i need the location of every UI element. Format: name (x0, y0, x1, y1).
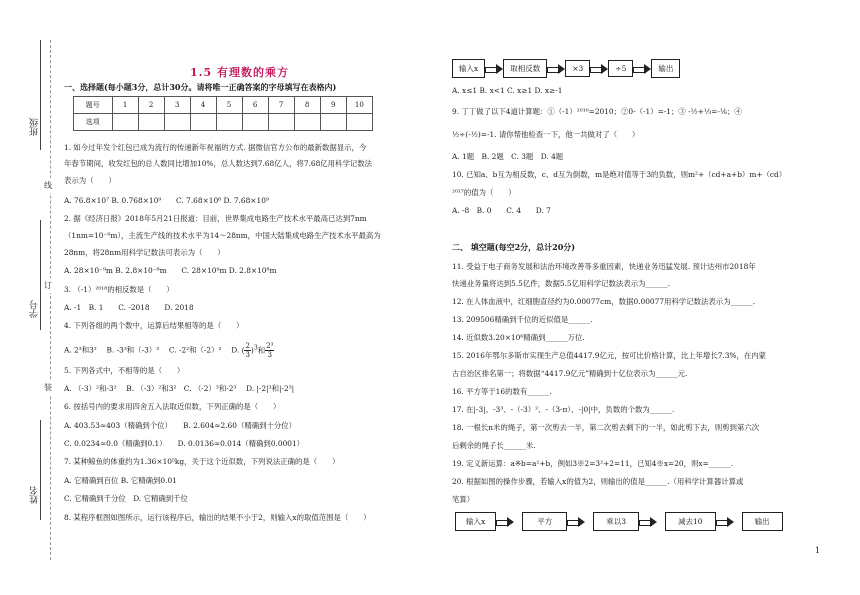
flow-step: ÷5 (608, 60, 633, 77)
arrow-right-icon (633, 64, 651, 74)
section-fill-heading: 二、 填空题(每空2分，总计20分) (452, 242, 576, 252)
fill-line: 12. 在人体血液中，红细胞直径约为0.00077cm，数据0.00077用科学记数法表示为______. (452, 297, 756, 306)
question-line: A. -8 B. 0 C. 4 D. 7 (452, 206, 551, 215)
question-line: C. 它精确到千分位 D. 它精确到千位 (64, 494, 188, 503)
table-row (74, 114, 373, 131)
flowchart-q20 (455, 512, 783, 531)
fraction: $\frac{\text{2³}}{3}$ (266, 342, 274, 359)
q4-options: A. 2³和3² B. -3³和（-3）³ C. -2²和（-2）² D. (64, 345, 242, 355)
flow-step: ×3 (565, 60, 590, 77)
name-label: 姓名 (30, 486, 40, 504)
arrow-right-icon (716, 517, 742, 527)
fraction: $\frac{2}{3}$ (245, 342, 250, 359)
answer-cell[interactable] (138, 114, 164, 131)
page-number: 1 (814, 546, 820, 555)
question-line: A. 403.53≈403（精确到个位） B. 2.604≈2.60（精确到十分位） (64, 421, 297, 430)
flowchart-q8 (452, 59, 680, 78)
answer-cell[interactable] (268, 114, 294, 131)
fill-line: 11. 受益于电子商务发展和法治环境改善等多重因素，快递业务迅猛发展. 预计达州市2018年 (452, 262, 756, 271)
answer-cell[interactable] (294, 114, 320, 131)
fill-line: 15. 2016年鄂尔多斯市实现生产总值4417.9亿元，按可比价格计算，比上年增长7.3%，在内蒙 (452, 351, 767, 360)
fill-line: 13. 209506精确到千位的近似值是______. (452, 315, 593, 324)
arrow-right-icon (639, 517, 665, 527)
bind-char-order: 订 (44, 278, 52, 293)
question-line: A. 它精确到百位 B. 它精确到0.01 (64, 476, 177, 485)
question-line: ½÷(-½)=-1. 请你帮他检查一下，他一共做对了（ ） (452, 130, 640, 139)
question-line: 28nm，将28nm用科学记数法可表示为（ ） (64, 248, 225, 257)
question-line: 表示为（ ） (64, 176, 116, 185)
question-line: 1. 如今过年发个红包已成为流行的传递新年祝福的方式. 据微信官方公布的最新数据显示，今 (64, 143, 367, 152)
table-cell: 3 (164, 97, 190, 114)
flow-step: 取相反数 (503, 59, 547, 78)
table-head-option: 选项 (74, 114, 113, 131)
flow-step: 减去10 (665, 512, 716, 531)
class-underline (40, 40, 41, 150)
answer-cell[interactable] (346, 114, 372, 131)
fill-line: 14. 近似数3.20×10⁶精确到______万位. (452, 333, 585, 342)
question-line: A. -1 B. 1 C. -2018 D. 2018 (64, 303, 194, 312)
number-label: 学号 (30, 300, 40, 318)
arrow-right-icon (496, 517, 522, 527)
question-line: 6. 按括号内的要求用四舍五入法取近似数，下列正确的是（ ） (64, 402, 281, 411)
table-cell: 10 (346, 97, 372, 114)
fill-line: 16. 平方等于16的数有______. (452, 387, 552, 396)
fill-line: 古自治区排名第一；将数据“4417.9亿元”精确到十亿位表示为______元. (452, 369, 688, 378)
flow-step: 平方 (522, 512, 567, 531)
question-line: A. （-3）²和-3² B. （-3）²和3² C. （-2）³和-2³ D. |-2|³和|-2³| (64, 384, 295, 393)
answer-cell[interactable] (216, 114, 242, 131)
table-cell: 8 (294, 97, 320, 114)
answer-table (73, 96, 373, 131)
question-line: （1nm=10⁻⁹m），主流生产线的技术水平为14～28nm，中国大陆集成电路生产技术水平最高为 (64, 231, 381, 240)
table-cell: 6 (242, 97, 268, 114)
fill-line: 快递业务量将达到5.5亿件，数据5.5亿用科学记数法表示为______. (452, 279, 671, 288)
section-choice-heading: 一、选择题(每小题3分，总计30分。请将唯一正确答案的字母填写在表格内) (64, 82, 337, 92)
fill-line: 后剩余的绳子长______米. (452, 441, 536, 450)
fill-line: 18. 一根长n米的绳子，第一次剪去一半，第二次剪去剩下的一半，如此剪下去，则剪到第六次 (452, 423, 760, 432)
flow-step: 输入x (452, 59, 485, 78)
question-line: 2. 据《经济日报》2018年5月21日报道：目前，世界集成电路生产技术水平最高已达到7nm (64, 214, 367, 223)
question-line: 4. 下列各组的两个数中，运算后结果相等的是（ ） (64, 321, 244, 330)
table-cell: 1 (112, 97, 138, 114)
question-line: 8. 某程序框图如图所示，运行该程序后，输出的结果不小于2，则输入x的取值范围是（ ） (64, 513, 371, 522)
table-cell: 5 (216, 97, 242, 114)
question-line (64, 342, 274, 359)
question-line: 9. 丁丁做了以下4道计算题：①（-1）²⁰¹⁰=2010；②0-（-1）=-1；③ -½+⅓=-⅙；④ (452, 107, 742, 116)
answer-cell[interactable] (242, 114, 268, 131)
arrow-right-icon (567, 517, 593, 527)
table-row (74, 97, 373, 114)
question-line: 10. 已知a、b互为相反数，c、d互为倒数，m是绝对值等于3的负数，则m²+（cd+a+b）m+（cd） (452, 170, 787, 179)
arrow-right-icon (485, 64, 503, 74)
binding-margin (0, 0, 60, 595)
flow-step: 输入x (455, 512, 496, 531)
page-title: 1.5 有理数的乘方 (190, 66, 289, 79)
fill-line: 20. 根据如图的操作步骤，若输入x的值为2，则输出的值是______.（用科学计算器计算或 (452, 477, 744, 486)
question-line: 7. 某种鲸鱼的体重约为1.36×10⁵kg，关于这个近似数，下列说法正确的是（ ） (64, 457, 340, 466)
arrow-right-icon (547, 64, 565, 74)
fill-line: 19. 定义新运算：a※b=a²+b，例如3※2=3²+2=11，已知4※x=20，则x=______. (452, 459, 734, 468)
name-underline (40, 420, 41, 520)
question-line: ²⁰¹⁷的值为（ ） (452, 188, 516, 197)
answer-cell[interactable] (112, 114, 138, 131)
bind-char-line: 线 (44, 178, 52, 193)
table-cell: 2 (138, 97, 164, 114)
flow-step: 输出 (651, 59, 680, 78)
number-underline (40, 220, 41, 330)
fill-line: 笔算） (452, 495, 475, 504)
answer-cell[interactable] (164, 114, 190, 131)
table-cell: 9 (320, 97, 346, 114)
question-line: 3. （-1）²⁰¹⁸的相反数是（ ） (64, 285, 174, 294)
flow-step: 输出 (742, 512, 783, 531)
table-head-number: 题号 (74, 97, 113, 114)
arrow-right-icon (590, 64, 608, 74)
question-line: A. 1题 B. 2题 C. 3题 D. 4题 (452, 152, 564, 161)
binding-dashed-line (50, 40, 51, 560)
answer-cell[interactable] (320, 114, 346, 131)
q4-d-expression: ( $\frac{2}{3}$ )$^3$和 $\frac{\text{2³}}{3}$ (241, 342, 274, 359)
question-line: A. x≤1 B. x<1 C. x≥1 D. x≥-1 (452, 86, 563, 95)
table-cell: 4 (190, 97, 216, 114)
answer-cell[interactable] (190, 114, 216, 131)
question-line: 年春节期间，收发红包的总人数同比增加10%，总人数达到7.68亿人，将7.68亿用科学记数法 (64, 159, 373, 168)
bind-char-bind: 装 (44, 380, 52, 395)
fill-line: 17. 在|-3|、-3³、-（-3）²、-（3-π）、-|0|中，负数的个数为______. (452, 405, 675, 414)
question-line: C. 0.0234≈0.0（精确到0.1） D. 0.0136≈0.014（精确到0.0001） (64, 439, 305, 448)
question-line: A. 76.8×10⁷ B. 0.768×10⁹ C. 7.68×10⁸ D. 7.68×10⁹ (64, 196, 269, 205)
table-cell: 7 (268, 97, 294, 114)
class-label: 班级 (30, 118, 40, 136)
question-line: 5. 下列各式中，不相等的是（ ） (64, 366, 185, 375)
flow-step: 乘以3 (593, 512, 639, 531)
question-line: A. 28×10⁻⁹m B. 2.8×10⁻⁸m C. 28×10⁹m D. 2.8×10⁸m (64, 266, 277, 275)
